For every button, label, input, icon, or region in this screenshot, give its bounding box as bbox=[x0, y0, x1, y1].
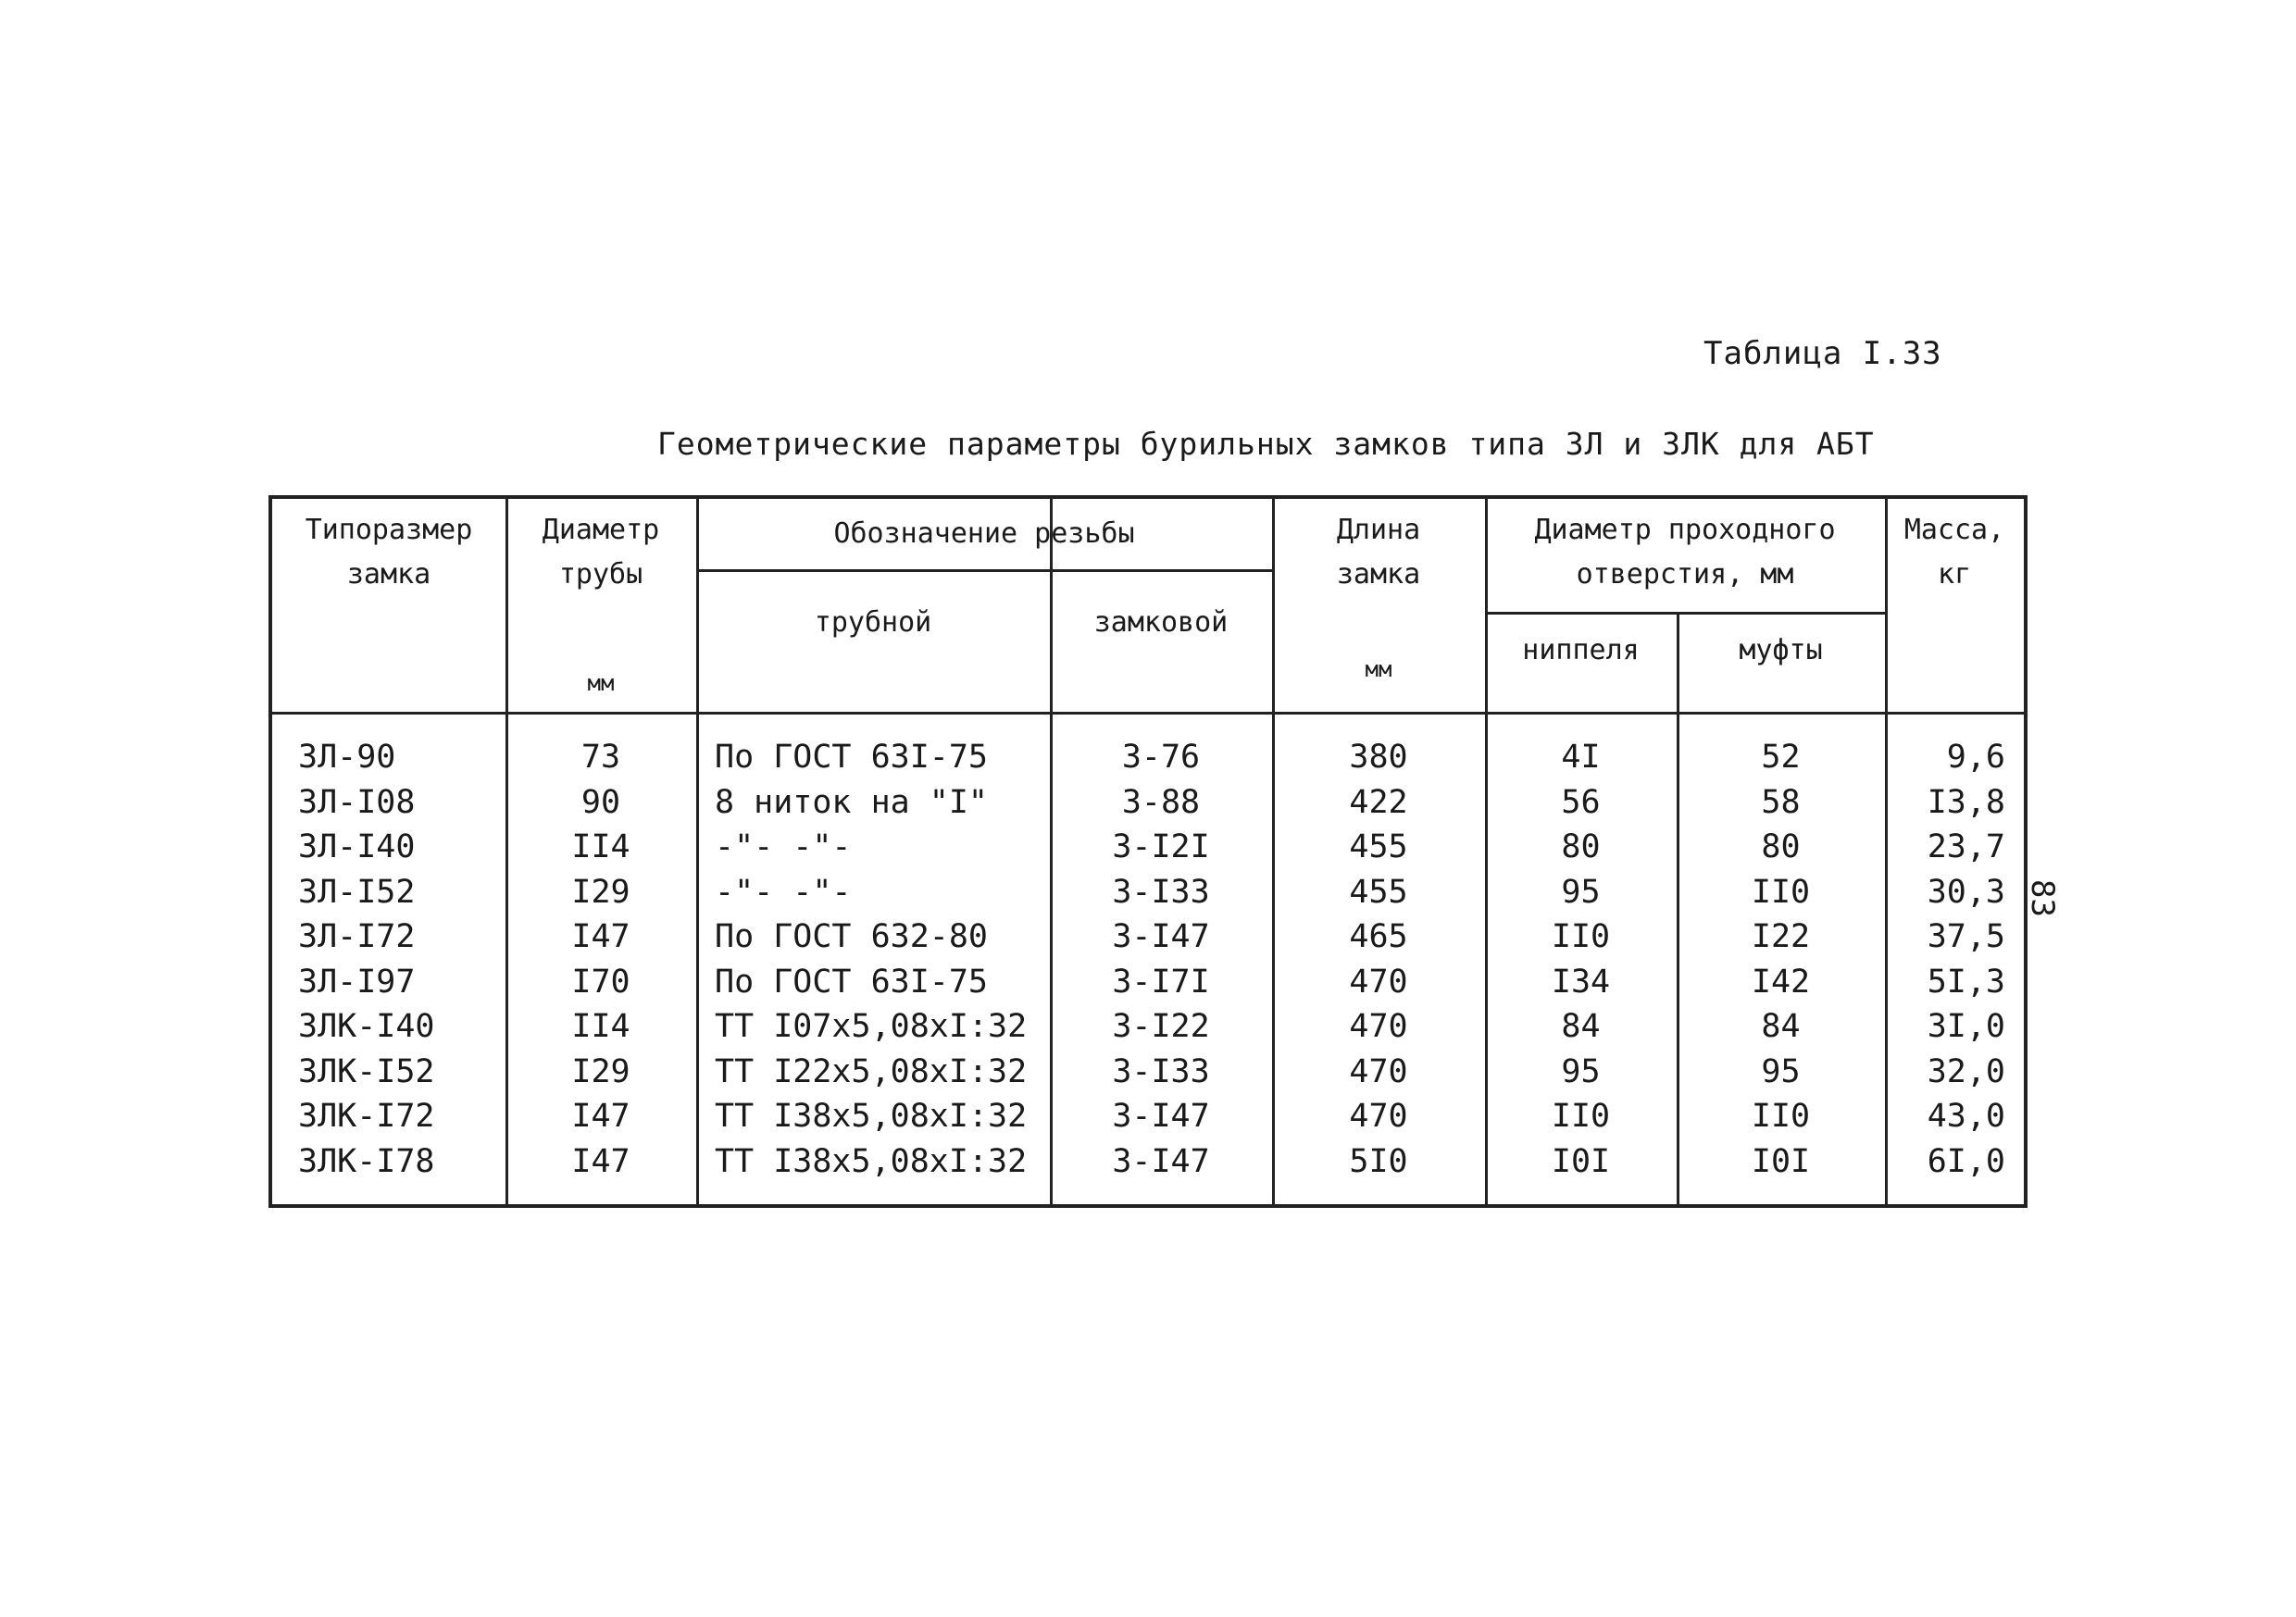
header-length-unit: мм bbox=[1365, 656, 1392, 682]
cell-mass: 32,0 bbox=[1927, 1052, 2005, 1090]
header-bore-nipple: ниппеля bbox=[1522, 634, 1640, 666]
header-thread: Обозначение резьбы bbox=[833, 517, 1135, 550]
cell-thread-lock: З-I33 bbox=[1112, 873, 1210, 911]
cell-bore-nipple: 95 bbox=[1561, 1052, 1601, 1090]
cell-thread-pipe: ТТ I38x5,08xI:32 bbox=[715, 1142, 1028, 1180]
cell-thread-pipe: ТТ I38x5,08xI:32 bbox=[715, 1098, 1028, 1135]
cell-bore-nipple: 95 bbox=[1561, 873, 1601, 911]
cell-mass: 43,0 bbox=[1927, 1098, 2005, 1135]
cell-bore-nipple: I34 bbox=[1551, 963, 1611, 1001]
cell-thread-pipe: -"- -"- bbox=[715, 828, 852, 865]
cell-size: ЗЛ-90 bbox=[298, 739, 396, 776]
cell-pipe-diameter: I47 bbox=[571, 1142, 630, 1180]
cell-mass: 6I,0 bbox=[1927, 1142, 2005, 1180]
cell-length: 5I0 bbox=[1349, 1142, 1408, 1180]
cell-size: ЗЛК-I52 bbox=[298, 1052, 435, 1090]
cell-thread-pipe: По ГОСТ 63I-75 bbox=[715, 739, 989, 776]
cell-pipe-diameter: I47 bbox=[571, 918, 630, 955]
cell-thread-lock: З-88 bbox=[1121, 783, 1201, 821]
header-mass: Масса, кг bbox=[1903, 514, 2005, 591]
header-thread-lock: замковой bbox=[1093, 606, 1229, 639]
cell-length: 470 bbox=[1349, 1008, 1408, 1045]
cell-mass: 30,3 bbox=[1927, 873, 2005, 911]
cell-pipe-diameter: 73 bbox=[580, 739, 621, 776]
cell-bore-coupling: II0 bbox=[1751, 1098, 1811, 1135]
cell-thread-pipe: ТТ I22x5,08xI:32 bbox=[715, 1052, 1028, 1090]
header-pipe-diameter: Диаметр трубы bbox=[542, 514, 660, 591]
header-bottom-rule bbox=[272, 712, 2024, 715]
cell-length: 422 bbox=[1349, 783, 1408, 821]
header-pipe-diameter-unit: мм bbox=[587, 670, 615, 696]
cell-thread-pipe: По ГОСТ 632-80 bbox=[715, 918, 989, 955]
cell-thread-lock: З-I33 bbox=[1112, 1052, 1210, 1090]
header-bore: Диаметр проходного отверстия, мм bbox=[1534, 514, 1836, 591]
cell-mass: I3,8 bbox=[1927, 783, 2005, 821]
cell-thread-lock: З-I47 bbox=[1112, 918, 1210, 955]
header-length: Длина замка bbox=[1336, 514, 1421, 591]
cell-thread-pipe: -"- -"- bbox=[715, 873, 852, 911]
parameters-table bbox=[268, 495, 2028, 1208]
page-number: 83 bbox=[2024, 879, 2061, 917]
cell-bore-coupling: 84 bbox=[1761, 1008, 1801, 1045]
cell-thread-lock: З-I7I bbox=[1112, 963, 1210, 1001]
header-bore-coupling: муфты bbox=[1739, 634, 1823, 666]
cell-bore-nipple: 84 bbox=[1561, 1008, 1601, 1045]
cell-pipe-diameter: I29 bbox=[571, 873, 630, 911]
cell-mass: 9,6 bbox=[1946, 739, 2005, 776]
cell-pipe-diameter: I29 bbox=[571, 1052, 630, 1090]
bore-header-rule bbox=[1485, 612, 1885, 615]
cell-size: ЗЛ-I40 bbox=[298, 828, 416, 865]
cell-bore-coupling: I0I bbox=[1751, 1142, 1811, 1180]
cell-bore-nipple: 56 bbox=[1561, 783, 1601, 821]
cell-length: 470 bbox=[1349, 963, 1408, 1001]
cell-size: ЗЛ-I08 bbox=[298, 783, 416, 821]
cell-bore-coupling: 95 bbox=[1761, 1052, 1801, 1090]
cell-size: ЗЛ-I72 bbox=[298, 918, 416, 955]
cell-thread-lock: З-I22 bbox=[1112, 1008, 1210, 1045]
cell-mass: 23,7 bbox=[1927, 828, 2005, 865]
cell-thread-lock: З-76 bbox=[1121, 739, 1201, 776]
cell-size: ЗЛК-I40 bbox=[298, 1008, 435, 1045]
cell-size: ЗЛ-I52 bbox=[298, 873, 416, 911]
cell-length: 380 bbox=[1349, 739, 1408, 776]
cell-thread-pipe: 8 ниток на "I" bbox=[715, 783, 989, 821]
cell-bore-coupling: I22 bbox=[1751, 918, 1811, 955]
cell-size: ЗЛ-I97 bbox=[298, 963, 416, 1001]
cell-bore-nipple: II0 bbox=[1551, 918, 1611, 955]
cell-thread-lock: З-I47 bbox=[1112, 1142, 1210, 1180]
cell-thread-lock: З-I47 bbox=[1112, 1098, 1210, 1135]
cell-bore-coupling: 52 bbox=[1761, 739, 1801, 776]
cell-pipe-diameter: II4 bbox=[571, 1008, 630, 1045]
cell-length: 455 bbox=[1349, 873, 1408, 911]
cell-bore-nipple: II0 bbox=[1551, 1098, 1611, 1135]
cell-bore-coupling: 58 bbox=[1761, 783, 1801, 821]
cell-bore-coupling: II0 bbox=[1751, 873, 1811, 911]
cell-pipe-diameter: I70 bbox=[571, 963, 630, 1001]
cell-pipe-diameter: I47 bbox=[571, 1098, 630, 1135]
thread-header-rule bbox=[696, 569, 1272, 572]
cell-thread-lock: З-I2I bbox=[1112, 828, 1210, 865]
table-number: Таблица I.33 bbox=[1703, 335, 1942, 372]
cell-length: 470 bbox=[1349, 1098, 1408, 1135]
cell-pipe-diameter: 90 bbox=[580, 783, 621, 821]
header-size: Типоразмер замка bbox=[305, 514, 473, 591]
cell-thread-pipe: По ГОСТ 63I-75 bbox=[715, 963, 989, 1001]
table-title: Геометрические параметры бурильных замков типа ЗЛ и ЗЛК для АБТ bbox=[657, 426, 1875, 462]
cell-bore-nipple: 4I bbox=[1561, 739, 1601, 776]
cell-size: ЗЛК-I78 bbox=[298, 1142, 435, 1180]
header-thread-pipe: трубной bbox=[814, 606, 932, 639]
cell-mass: 3I,0 bbox=[1927, 1008, 2005, 1045]
cell-thread-pipe: ТТ I07x5,08xI:32 bbox=[715, 1008, 1028, 1045]
cell-length: 465 bbox=[1349, 918, 1408, 955]
cell-pipe-diameter: II4 bbox=[571, 828, 630, 865]
cell-length: 470 bbox=[1349, 1052, 1408, 1090]
cell-bore-nipple: I0I bbox=[1551, 1142, 1611, 1180]
cell-bore-nipple: 80 bbox=[1561, 828, 1601, 865]
cell-size: ЗЛК-I72 bbox=[298, 1098, 435, 1135]
cell-mass: 37,5 bbox=[1927, 918, 2005, 955]
cell-bore-coupling: I42 bbox=[1751, 963, 1811, 1001]
cell-length: 455 bbox=[1349, 828, 1408, 865]
cell-bore-coupling: 80 bbox=[1761, 828, 1801, 865]
cell-mass: 5I,3 bbox=[1927, 963, 2005, 1001]
